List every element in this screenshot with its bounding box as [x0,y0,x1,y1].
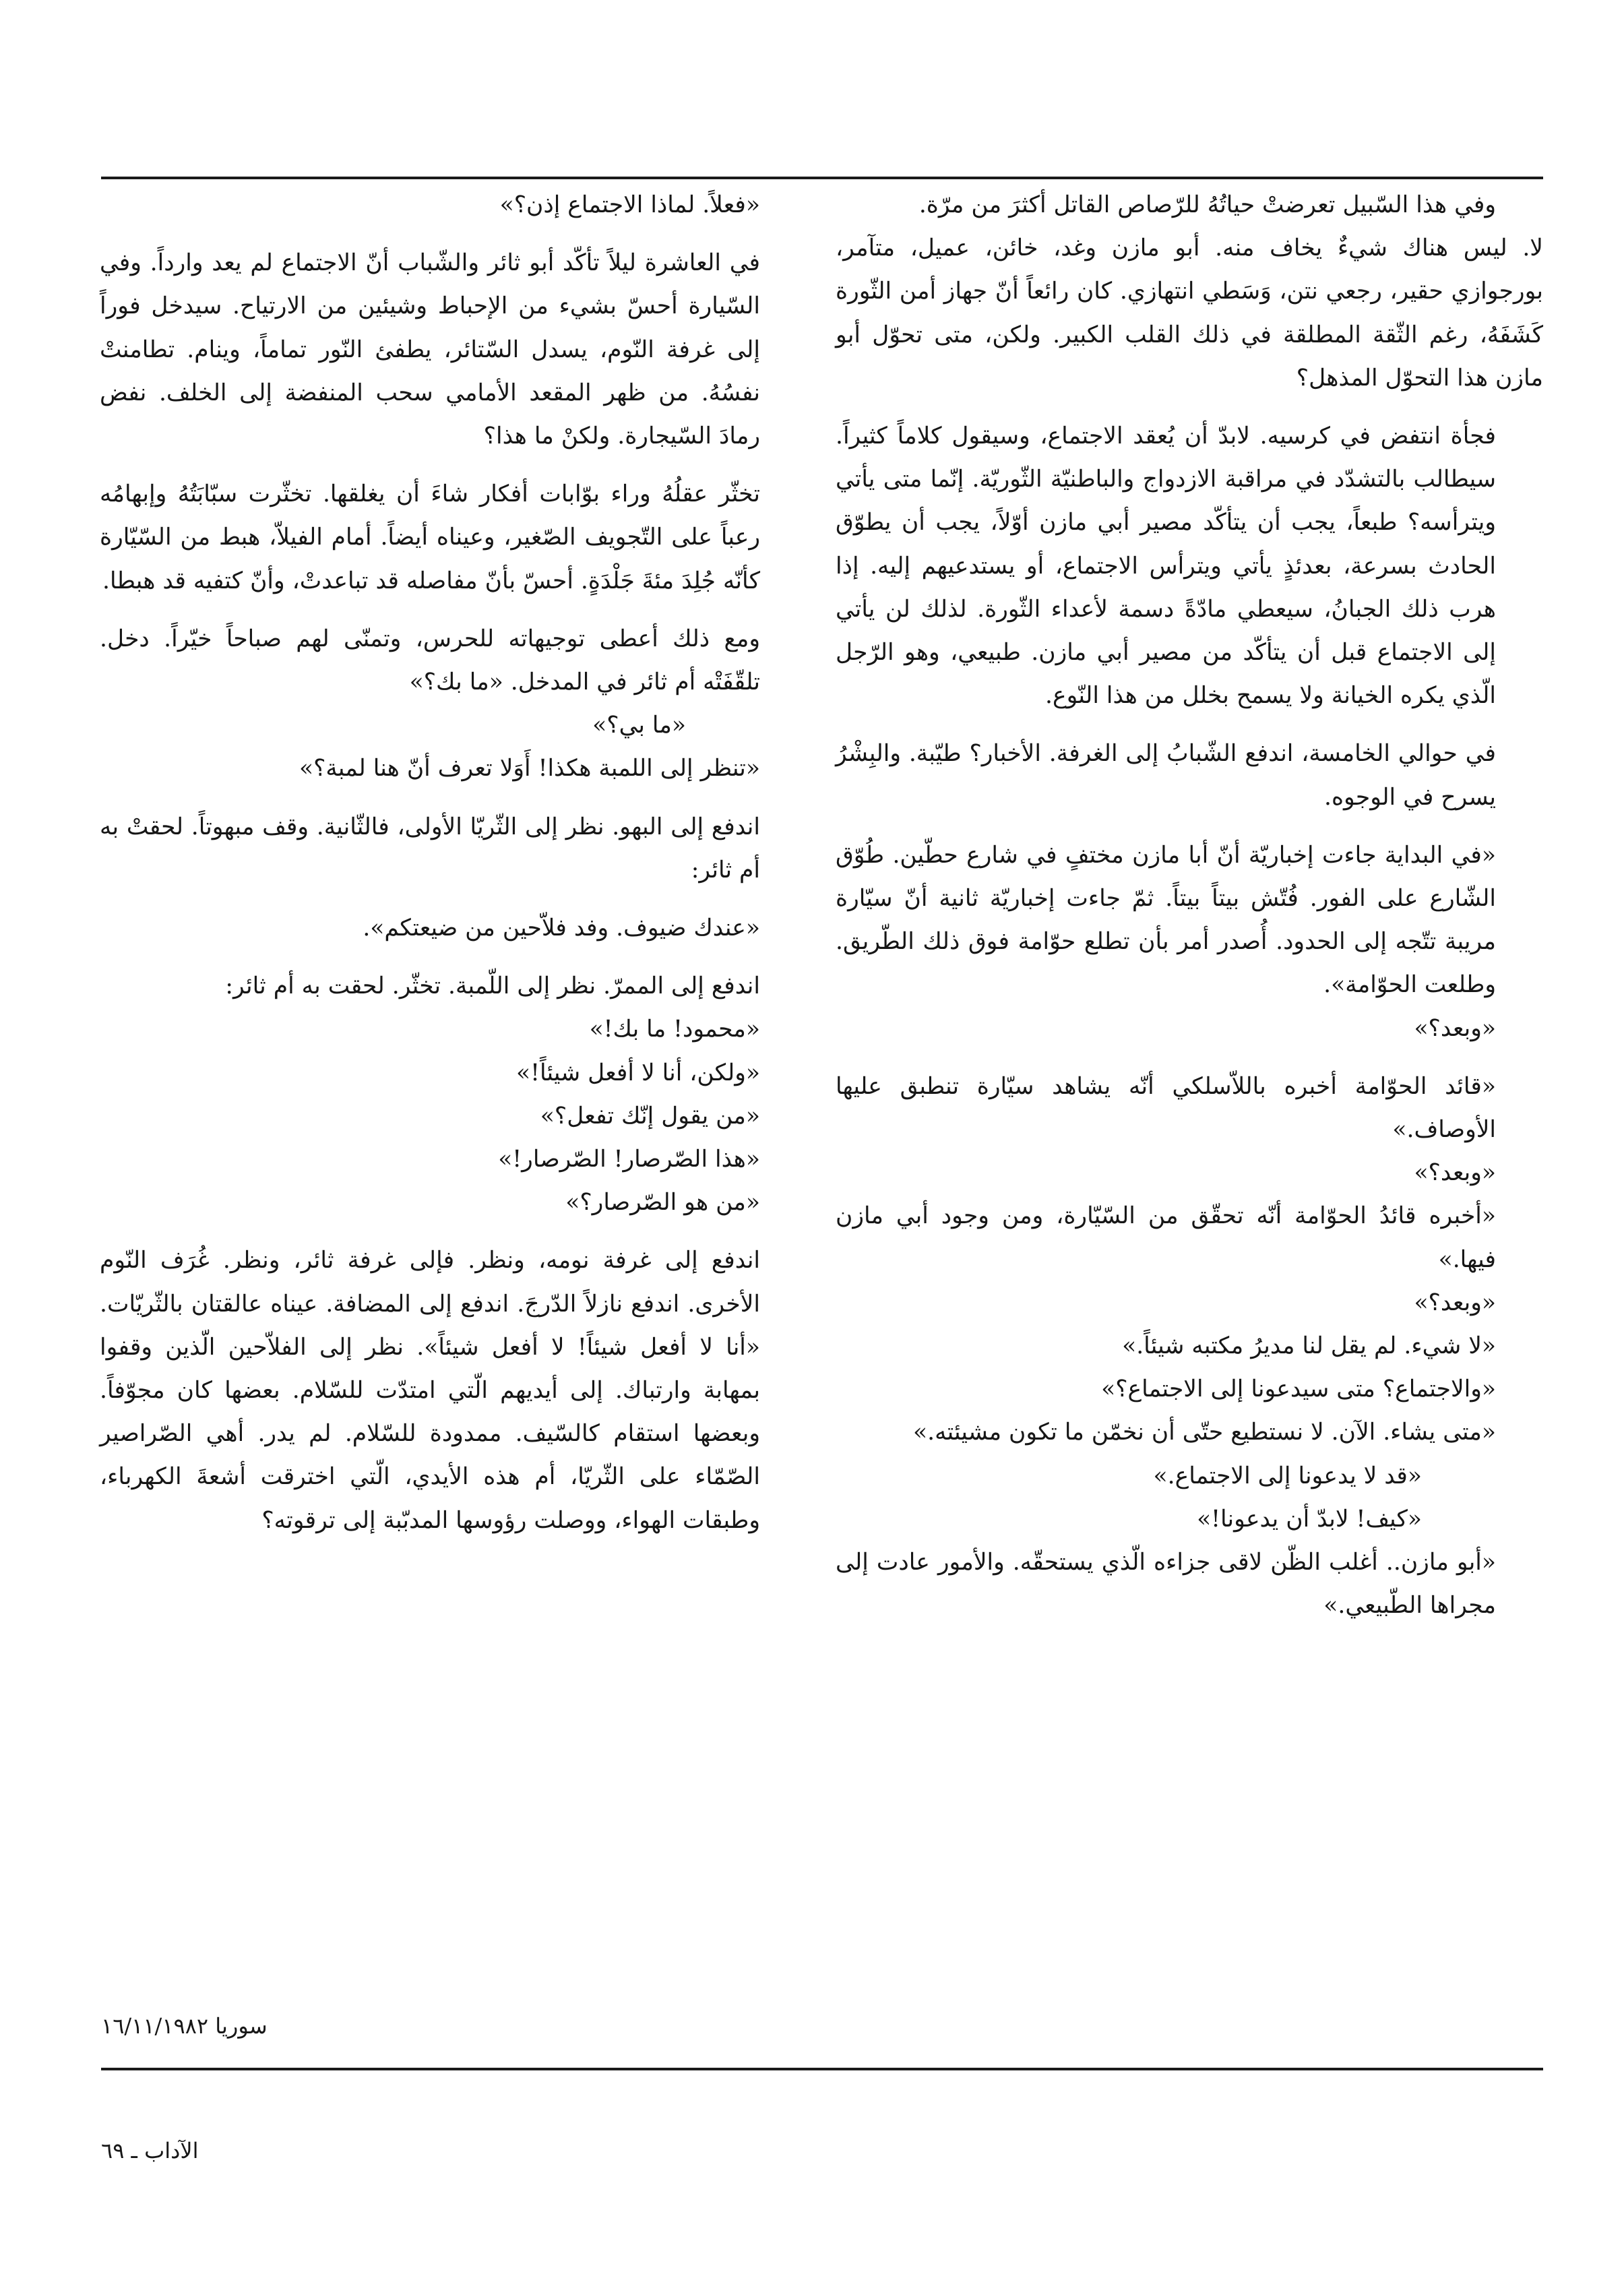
paragraph: «لا شيء. لم يقل لنا مديرُ مكتبه شيئاً.» [1122,1332,1496,1360]
paragraph: «فعلاً. لماذا الاجتماع إذن؟» [499,191,760,218]
paragraph: «وبعد؟» [1414,1159,1496,1187]
paragraph: «من يقول إنّك تفعل؟» [540,1102,760,1130]
top-rule [101,177,1543,179]
paragraph: «كيف! لابدّ أن يدعونا!» [1197,1505,1422,1533]
bottom-rule [101,2068,1543,2070]
page-folio: الآداب ـ ٦٩ [101,2138,199,2163]
paragraph: «في البداية جاءت إخباريّة أنّ أبا مازن مختفٍ في شارع حطّين. طُوّق الشّارع على الفور. فُتّش بيتاً بيتاً. ثمّ جاءت إخباريّة ثانية أنّ سيّارة مريبة تتّجه إلى الحدود. أُصدر أمر بأن تطلع حوّامة فوق ذلك الطّريق. وطلعت الحوّامة». [836,841,1496,999]
paragraph: تخثّر عقلُهُ وراء بوّابات أفكار شاءَ أن يغلقها. تخثّرت سبّابَتُهُ وإبهامُه رعباً على التّجويف الصّغير، وعيناه أيضاً. أمام الفيلاّ، هبط من السّيّارة كأنّه جُلِدَ مئةَ جَلْدَةٍ. أحسّ بأنّ مفاصله قد تباعدتْ، وأنّ كتفيه قد هبطا. [100,481,760,594]
right-column [836,183,1543,1628]
paragraph: «محمود! ما بك!» [589,1016,760,1043]
paragraph: «عندك ضيوف. وفد فلاّحين من ضيعتكم». [363,915,760,942]
paragraph: «أبو مازن.. أغلب الظّن لاقى جزاءه الّذي يستحقّه. والأمور عادت إلى مجراها الطّبيعي.» [836,1549,1496,1620]
paragraph: «وبعد؟» [1414,1289,1496,1316]
paragraph: وفي هذا السّبيل تعرضتْ حياتُهُ للرّصاص القاتل أكثرَ من مرّة. [918,191,1496,218]
paragraph: فجأة انتفض في كرسيه. لابدّ أن يُعقد الاجتماع، وسيقول كلاماً كثيراً. سيطالب بالتشدّد في مراقبة الازدواج والباطنيّة الثّوريّة. إنّما متى يأتي ويترأسه؟ طبعاً، يجب أن يتأكّد مصير أبي مازن أوّلاً، يجب أن يطوّق الحادث بسرعة، بعدئذٍ يأتي ويترأس الاجتماع، أو يستدعيهم إليه. إذا هرب ذلك الجبانُ، سيعطي مادّةً دسمة لأعداء الثّورة. لذلك لن يأتي إلى الاجتماع قبل أن يتأكّد من مصير أبي مازن. طبيعي، وهو الرّجل الّذي يكره الخيانة ولا يسمح بخلل من هذا النّوع. [836,423,1496,710]
paragraph: «قائد الحوّامة أخبره باللاّسلكي أنّه يشاهد سيّارة تنطبق عليها الأوصاف.» [836,1072,1496,1144]
paragraph: «متى يشاء. الآن. لا نستطيع حتّى أن نخمّن ما تكون مشيئته.» [913,1419,1496,1446]
paragraph: «ما بي؟» [592,712,686,739]
paragraph: «وبعد؟» [1414,1014,1496,1042]
paragraph: اندفع إلى غرفة نومه، ونظر. فإلى غرفة ثائر، ونظر. غُرَف النّوم الأخرى. اندفع نازلاً الدّرجَ. اندفع إلى المضافة. عيناه عالقتان بالثّريّات. «أنا لا أفعل شيئاً! لا أفعل شيئاً». نظر إلى الفلاّحين الّذين وقفوا بمهابة وارتباك. إلى أيديهم الّتي امتدّت للسّلام. بعضها كان مجوّفاً. وبعضها استقام كالسّيف. ممدودة للسّلام. لم يدر. أهي الصّراصير الصّمّاء على الثّريّا، أم هذه الأيدي، الّتي اخترقت أشعةَ الكهرباء، وطبقات الهواء، ووصلت رؤوسها المدبّبة إلى ترقوته؟ [100,1247,760,1534]
paragraph: «هذا الصّرصار! الصّرصار!» [498,1146,760,1173]
paragraph: «قد لا يدعونا إلى الاجتماع.» [1153,1462,1422,1489]
paragraph: «من هو الصّرصار؟» [565,1189,760,1217]
paragraph: «تنظر إلى اللمبة هكذا! أَوَلا تعرف أنّ هنا لمبة؟» [299,755,760,782]
paragraph: اندفع إلى الممرّ. نظر إلى اللّمبة. تخثّر. لحقت به أم ثائر: [225,973,760,1000]
paragraph: لا. ليس هناك شيءٌ يخاف منه. أبو مازن وغد، خائن، عميل، متآمر، بورجوازي حقير، رجعي نتن، وَسَطي انتهازي. كان رائعاً أنّ جهاز أمن الثّورة كَشَفَهُ، رغم الثّقة المطلقة في ذلك القلب الكبير. ولكن، متى تحوّل أبو مازن هذا التحوّل المذهل؟ [836,235,1543,392]
paragraph: «ولكن، أنا لا أفعل شيئاً!» [516,1059,760,1086]
paragraph: في حوالي الخامسة، اندفع الشّبابُ إلى الغرفة. الأخبار؟ طيّبة. والبِشْرُ يسرح في الوجوه. [836,740,1496,811]
left-column [100,183,807,1542]
dateline: سوريا ١٦/١١/١٩٨٢ [101,2013,268,2039]
paragraph: اندفع إلى البهو. نظر إلى الثّريّا الأولى، فالثّانية. وقف مبهوتاً. لحقتْ به أم ثائر: [100,813,760,884]
paragraph: ومع ذلك أعطى توجيهاته للحرس، وتمنّى لهم صباحاً خيّراً. دخل. تلقّفَتْه أم ثائر في المدخل. «ما بك؟» [100,625,760,696]
paragraph: «والاجتماع؟ متى سيدعونا إلى الاجتماع؟» [1101,1376,1496,1403]
paragraph: «أخبره قائدُ الحوّامة أنّه تحقّق من السّيّارة، ومن وجود أبي مازن فيها.» [836,1202,1496,1273]
paragraph: في العاشرة ليلاً تأكّد أبو ثائر والشّباب أنّ الاجتماع لم يعد وارداً. وفي السّيارة أحسّ بشيء من الإحباط وشيئين من الارتياح. سيدخل فوراً إلى غرفة النّوم، يسدل السّتائر، يطفئ النّور تماماً، وينام. تطامنتْ نفسُهُ. من ظهر المقعد الأمامي سحب المنفضة إلى الخلف. نفض رمادَ السّيجارة. ولكنْ ما هذا؟ [100,249,760,450]
